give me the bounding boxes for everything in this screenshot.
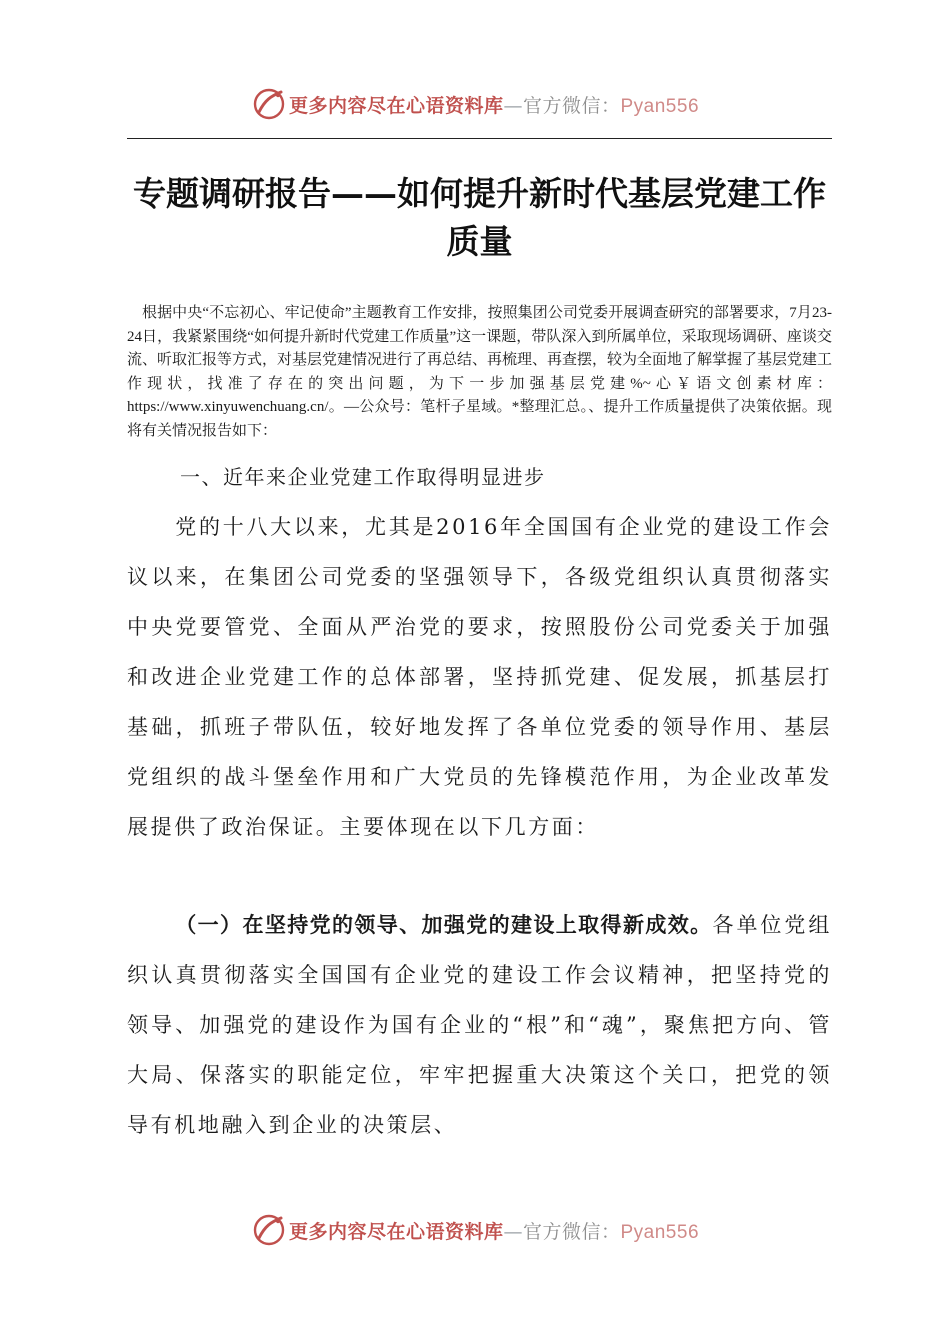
paragraph-2-body: 各单位党组织认真贯彻落实全国国有企业党的建设工作会议精神，把坚持党的领导、加强党的建设作为国有企业的“根”和“魂”，聚焦把方向、管大局、保落实的职能定位，牢牢把握重大决策这个关口，把党的领导有机地融入到企业的决策层、 xyxy=(127,913,832,1137)
paragraph-2-lead: （一）在坚持党的领导、加强党的建设上取得新成效。 xyxy=(175,912,713,937)
banner-dash: — xyxy=(503,94,523,117)
intro-paragraph: 根据中央“不忘初心、牢记使命”主题教育工作安排，按照集团公司党委开展调查研究的部署要求，7月23-24日，我紧紧围绕“如何提升新时代党建工作质量”这一课题，带队深入到所属单位，采取现场调研、座谈交流、听取汇报等方式，对基层党建情况进行了再总结、再梳理、再查摆，较为全面地了解掌握了基层党建工作现状，找准了存在的突出问题，为下一步加强基层党建%~心￥语文创素材库：https://www.xinyuwenchuang.cn/。—公众号：笔杆子星域。*整理汇总。、提升工作质量提供了决策依据。现将有关情况报告如下： xyxy=(127,305,833,439)
banner-dash: — xyxy=(503,1220,523,1243)
banner-site-name: 更多内容尽在心语资料库 xyxy=(288,1220,504,1243)
header-banner xyxy=(0,84,950,124)
banner-wechat-id: Pyan556 xyxy=(620,95,700,117)
body-paragraph-2 xyxy=(127,900,832,1150)
banner-official-label: 官方微信： xyxy=(522,1220,621,1243)
banner-site-name: 更多内容尽在心语资料库 xyxy=(288,94,504,117)
document-title: 专题调研报告——如何提升新时代基层党建工作质量 xyxy=(133,174,826,261)
footer-banner xyxy=(0,1210,950,1250)
body-paragraph-1: 党的十八大以来，尤其是2016年全国国有企业党的建设工作会议以来，在集团公司党委的坚强领导下，各级党组织认真贯彻落实中央党要管党、全面从严治党的要求，按照股份公司党委关于加强和改进企业党建工作的总体部署，坚持抓党建、促发展，抓基层打基础，抓班子带队伍，较好地发挥了各单位党委的领导作用、基层党组织的战斗堡垒作用和广大党员的先锋模范作用，为企业改革发展提供了政治保证。主要体现在以下几方面： xyxy=(127,515,832,839)
header-divider xyxy=(127,138,832,139)
brand-logo-icon xyxy=(251,86,287,122)
banner-wechat-id: Pyan556 xyxy=(620,1221,700,1243)
section-heading-1: 一、近年来企业党建工作取得明显进步 xyxy=(180,465,546,489)
brand-logo-icon xyxy=(251,1212,287,1248)
banner-official-label: 官方微信： xyxy=(522,94,621,117)
